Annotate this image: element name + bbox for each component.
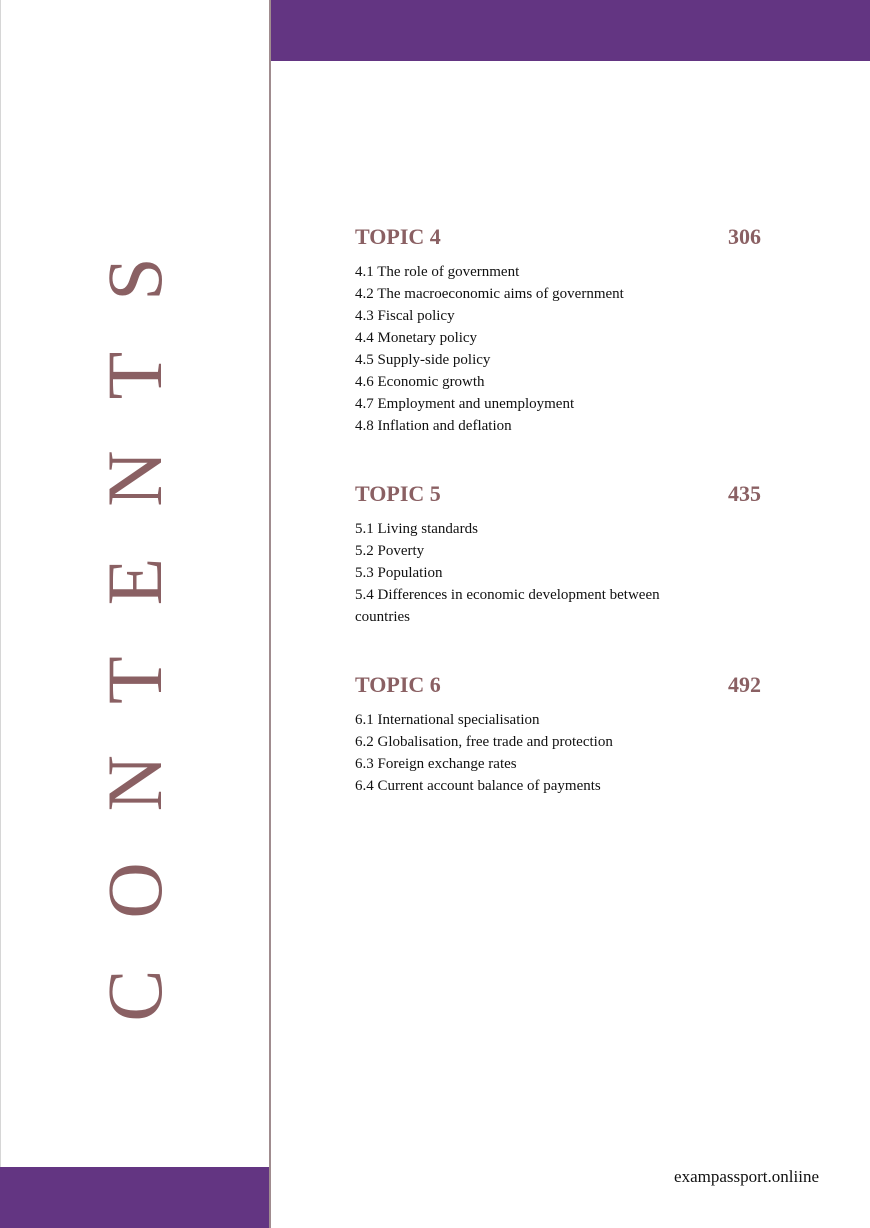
toc-entry: 4.2 The macroeconomic aims of government	[355, 286, 624, 302]
contents-vertical-title: CONTENTS	[91, 206, 178, 1022]
topic-item-list	[355, 518, 761, 628]
toc-entry: 6.4 Current account balance of payments	[355, 778, 601, 794]
toc-entry: 4.4 Monetary policy	[355, 330, 478, 346]
top-color-bar	[270, 0, 870, 61]
toc-entry: 5.4 Differences in economic development between countries	[355, 587, 660, 625]
toc-entry: 4.7 Employment and unemployment	[355, 396, 575, 412]
toc-entry: 4.6 Economic growth	[355, 374, 485, 390]
topic-item-list	[355, 261, 761, 437]
topic-page-number: 492	[728, 672, 761, 697]
topic-item-list	[355, 709, 761, 797]
toc-entry: 4.5 Supply-side policy	[355, 352, 491, 368]
topic-header	[355, 222, 761, 252]
toc-entry: 6.2 Globalisation, free trade and protection	[355, 734, 613, 750]
topic-section-4	[355, 222, 761, 437]
topic-title: TOPIC 5	[355, 481, 441, 506]
vertical-divider	[269, 0, 271, 1228]
bottom-color-bar	[0, 1167, 270, 1228]
topic-section-5	[355, 479, 761, 628]
topic-section-6	[355, 670, 761, 797]
topic-page-number: 306	[728, 224, 761, 249]
table-of-contents	[355, 222, 761, 839]
footer-website: exampassport.onliine	[674, 1167, 819, 1186]
toc-entry: 6.1 International specialisation	[355, 712, 540, 728]
topic-header	[355, 670, 761, 700]
toc-entry: 6.3 Foreign exchange rates	[355, 756, 517, 772]
toc-entry: 4.8 Inflation and deflation	[355, 418, 512, 434]
topic-page-number: 435	[728, 481, 761, 506]
toc-entry: 4.1 The role of government	[355, 264, 520, 280]
topic-title: TOPIC 6	[355, 672, 441, 697]
topic-title: TOPIC 4	[355, 224, 441, 249]
toc-entry: 5.2 Poverty	[355, 543, 425, 559]
topic-header	[355, 479, 761, 509]
toc-entry: 4.3 Fiscal policy	[355, 308, 455, 324]
page-left-edge	[0, 0, 1, 1228]
toc-entry: 5.3 Population	[355, 565, 443, 581]
toc-entry: 5.1 Living standards	[355, 521, 478, 537]
